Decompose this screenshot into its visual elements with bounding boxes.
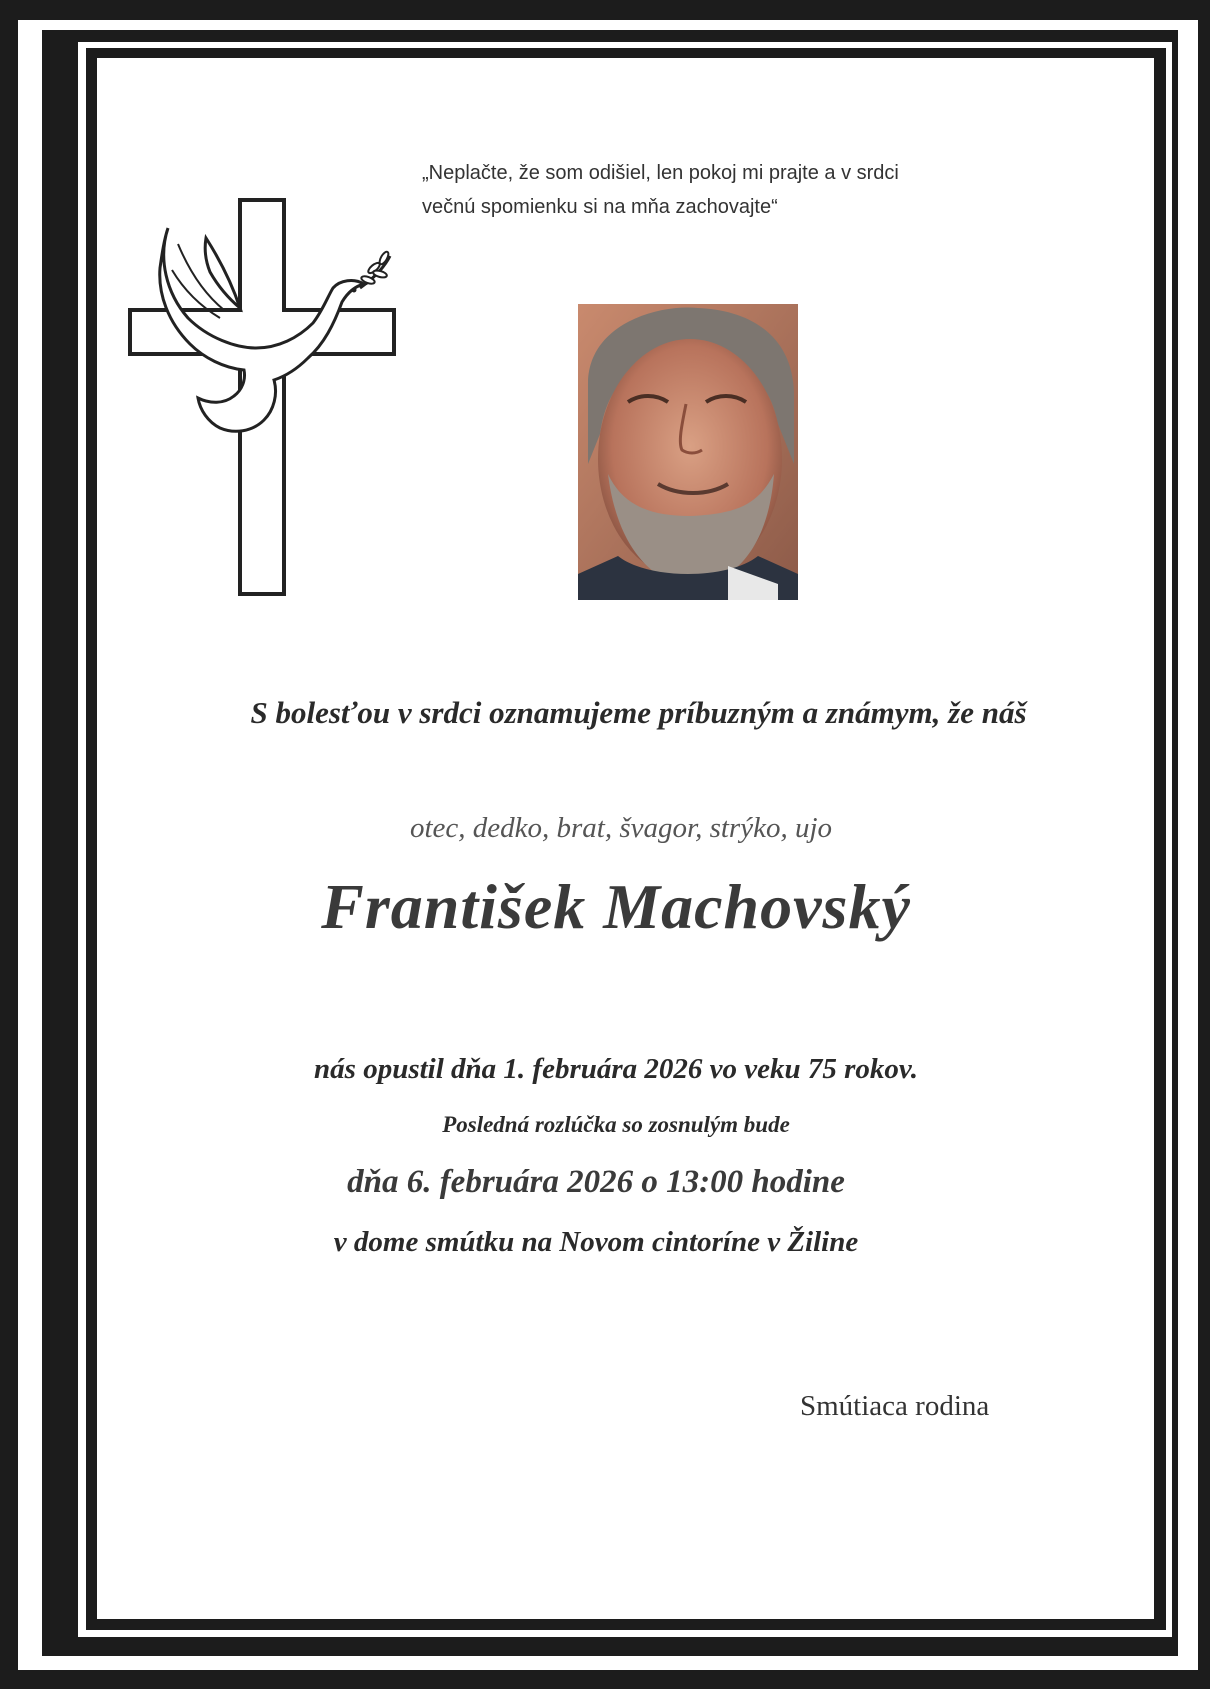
- epitaph-quote: [422, 156, 1022, 224]
- funeral-place: v dome smútku na Novom cintoríne v Žiline: [333, 1226, 859, 1258]
- funeral-date: dňa 6. februára 2026 o 13:00 hodine: [347, 1164, 845, 1200]
- quote-line-2: večnú spomienku si na mňa zachovajte“: [422, 196, 778, 218]
- death-date-line: nás opustil dňa 1. februára 2026 vo veku 75 rokov.: [314, 1053, 918, 1085]
- deceased-name: František Machovský: [321, 871, 911, 942]
- cross-with-dove-icon: [128, 198, 398, 596]
- farewell-line: Posledná rozlúčka so zosnulým bude: [442, 1112, 790, 1137]
- signature: Smútiaca rodina: [800, 1390, 990, 1422]
- quote-line-1: „Neplačte, že som odišiel, len pokoj mi prajte a v srdci: [422, 162, 899, 184]
- announcement-intro: S bolesťou v srdci oznamujeme príbuzným a známym, že náš: [250, 695, 1027, 730]
- family-relations: otec, dedko, brat, švagor, strýko, ujo: [409, 812, 833, 844]
- portrait-photo: [578, 304, 798, 600]
